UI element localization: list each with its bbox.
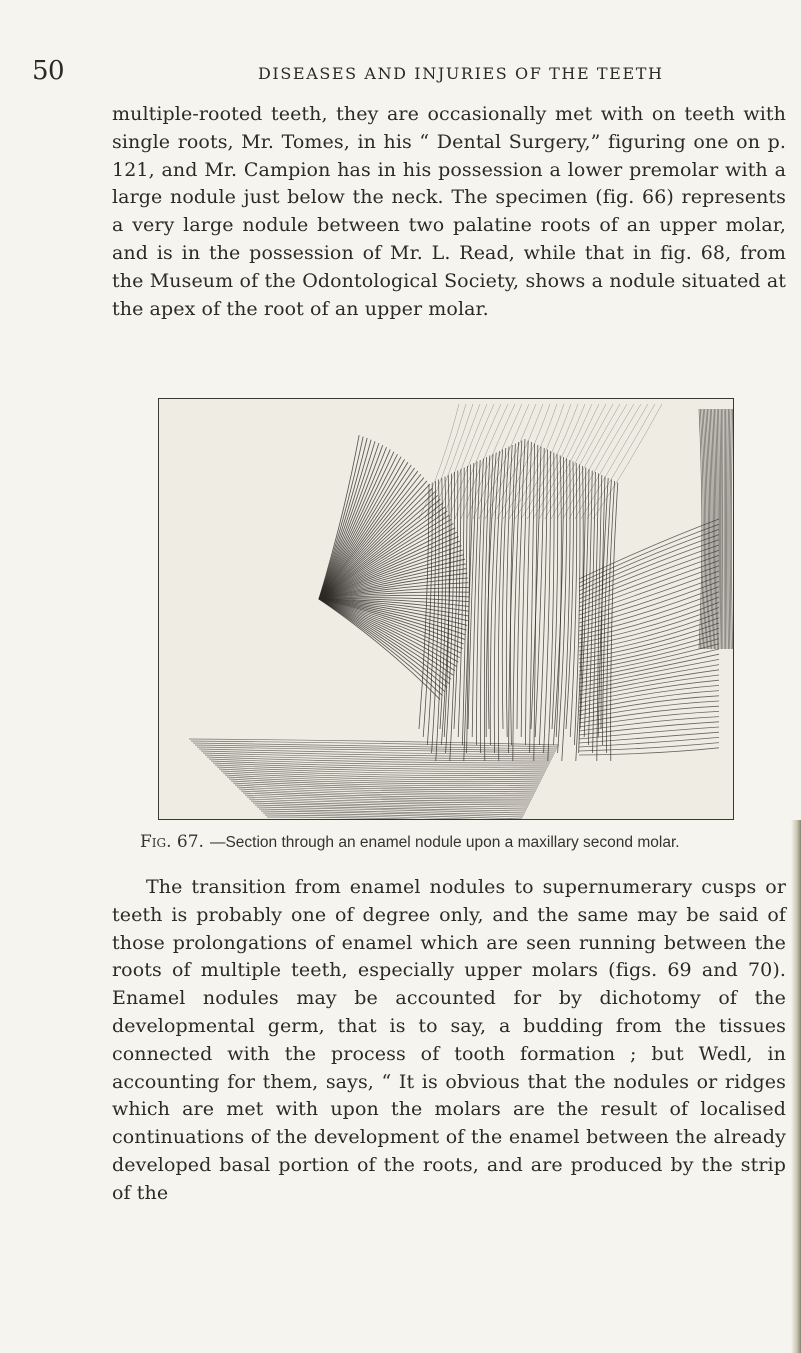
page-edge-shadow: [791, 820, 801, 1353]
figure-engraving: [158, 398, 734, 820]
enamel-nodule-section-illustration: [159, 399, 733, 819]
figure-label: Fig. 67.: [140, 832, 204, 852]
figure-caption-text: —Section through an enamel nodule upon a maxillary second molar.: [209, 834, 680, 851]
running-head: DISEASES AND INJURIES OF THE TEETH: [258, 64, 664, 83]
figure-caption: [140, 832, 780, 852]
paragraph-top: multiple-rooted teeth, they are occasionally met with on teeth with single roots, Mr. Tomes, in his “ Dental Surgery,” figuring one on p. 121, and Mr. Campion has in his possession a lower premolar with a large nodule just below the neck. The specimen (fig. 66) represents a very large nodule between two palatine roots of an upper molar, and is in the possession of Mr. L. Read, while that in fig. 68, from the Museum of the Odontological Society, shows a nodule situated at the apex of the root of an upper molar.: [112, 103, 786, 320]
page-header: [32, 56, 772, 86]
paragraph-bottom: The transition from enamel nodules to supernumerary cusps or teeth is probably one of degree only, and the same may be said of those prolongations of enamel which are seen running between the roots of multiple teeth, especially upper molars (figs. 69 and 70). Enamel nodules may be accounted for by dichotomy of the developmental germ, that is to say, a budding from the tissues connected with the process of tooth formation ; but Wedl, in accounting for them, says, “ It is obvious that the nodules or ridges which are met with upon the molars are the result of localised continuations of the development of the enamel between the already developed basal portion of the roots, and are produced by the strip of the: [112, 876, 786, 1204]
page-number: 50: [32, 56, 65, 86]
